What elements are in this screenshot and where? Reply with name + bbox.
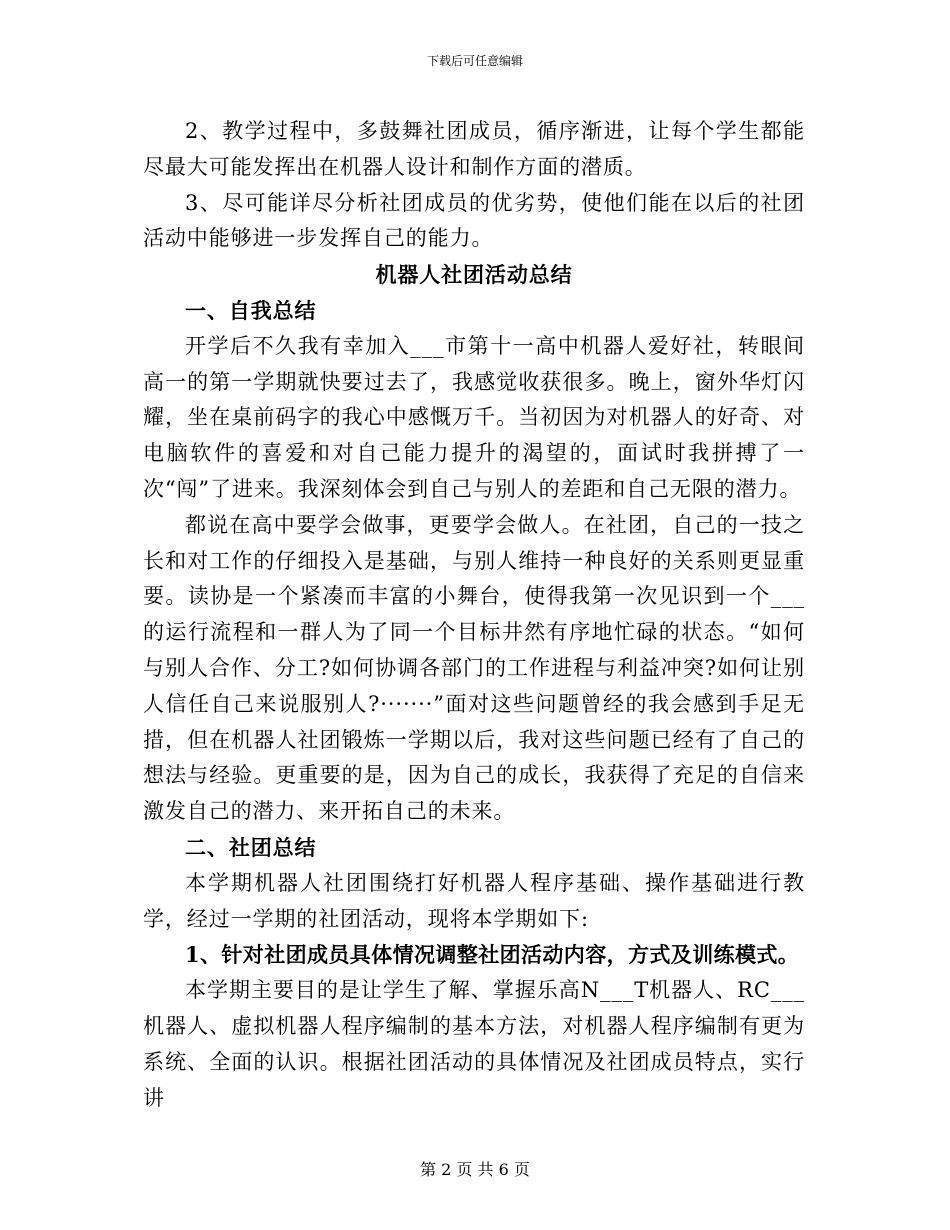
- heading-adjust-activities: 1、针对社团成员具体情况调整社团活动内容，方式及训练模式。: [185, 942, 800, 968]
- page-content: [143, 114, 805, 1116]
- page-header: 下载后可任意编辑: [426, 54, 523, 68]
- page-footer: 第 2 页 共 6 页: [420, 1160, 530, 1179]
- heading-club-summary: 二、社团总结: [185, 834, 317, 860]
- paragraph-5: 本学期机器人社团围绕打好机器人程序基础、操作基础进行教学，经过一学期的社团活动，现将本学期如下:: [143, 870, 805, 931]
- section-title: 机器人社团活动总结: [375, 262, 573, 288]
- paragraph-3: 开学后不久我有幸加入___市第十一高中机器人爱好社，转眼间高一的第一学期就快要过去了，我感觉收获很多。晚上，窗外华灯闪耀，坐在桌前码字的我心中感慨万千。当初因为对机器人的好奇、对电脑软件的喜爱和对自己能力提升的渴望的，面试时我拼搏了一次“闯”了进来。我深刻体会到自己与别人的差距和自己无限的潜力。: [143, 333, 805, 501]
- paragraph-4: 都说在高中要学会做事，更要学会做人。在社团，自己的一技之长和对工作的仔细投入是基础，与别人维持一种良好的关系则更显重要。读协是一个紧凑而丰富的小舞台，使得我第一次见识到一个___的运行流程和一群人为了同一个目标井然有序地忙碌的状态。“如何与别人合作、分工?如何协调各部门的工作进程与利益冲突?如何让别人信任自己来说服别人?·······”面对这些问题曾经的我会感到手足无措，但在机器人社团锻炼一学期以后，我对这些问题已经有了自己的想法与经验。更重要的是，因为自己的成长，我获得了充足的自信来激发自己的潜力、来开拓自己的未来。: [143, 512, 805, 824]
- paragraph-6: 本学期主要目的是让学生了解、掌握乐高N___T机器人、RC___机器人、虚拟机器人程序编制的基本方法，对机器人程序编制有更为系统、全面的认识。根据社团活动的具体情况及社团成员特点，实行讲: [143, 978, 805, 1110]
- heading-self-summary: 一、自我总结: [185, 297, 317, 323]
- paragraph-2: 3、尽可能详尽分析社团成员的优劣势，使他们能在以后的社团活动中能够进一步发挥自己的能力。: [143, 190, 805, 251]
- paragraph-1: 2、教学过程中，多鼓舞社团成员，循序渐进，让每个学生都能尽最大可能发挥出在机器人设计和制作方面的潜质。: [143, 119, 805, 179]
